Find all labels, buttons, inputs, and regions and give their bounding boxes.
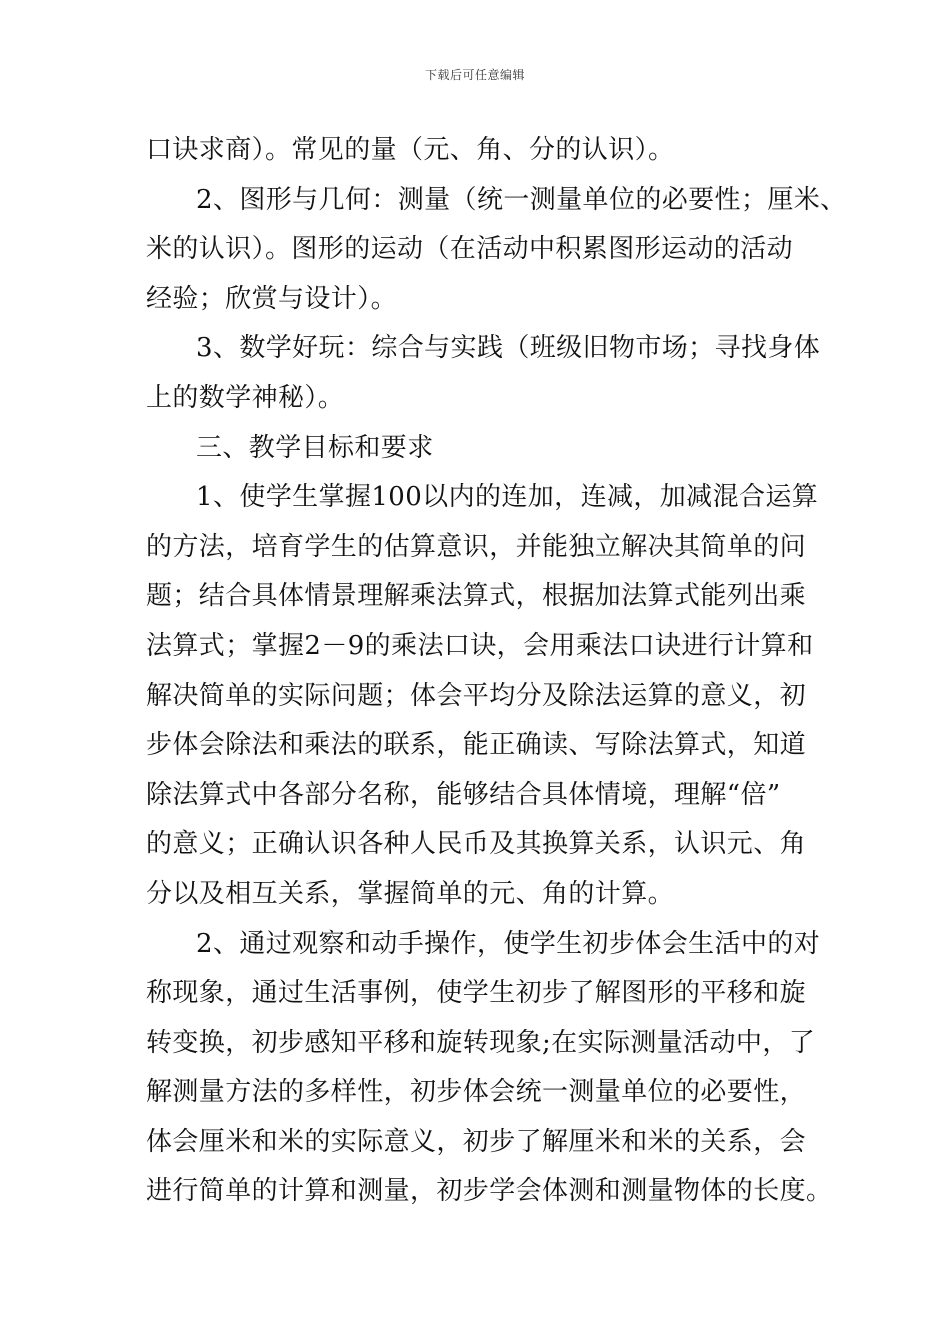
- text-line: 解决简单的实际问题；体会平均分及除法运算的意义，初: [146, 680, 807, 711]
- text-line: 转变换，初步感知平移和旋转现象;在实际测量活动中，了: [146, 1027, 816, 1058]
- text-line: 米的认识）。图形的运动（在活动中积累图形运动的活动: [146, 234, 794, 265]
- text-line: 上的数学神秘）。: [146, 382, 345, 413]
- text-line: 2、图形与几何：测量（统一测量单位的必要性；厘米、: [196, 184, 847, 215]
- text-line: 法算式；掌握2－9的乘法口诀，会用乘法口诀进行计算和: [146, 630, 814, 661]
- text-line: 题；结合具体情景理解乘法算式，根据加法算式能列出乘: [146, 581, 807, 612]
- text-line: 的意义；正确认识各种人民币及其换算关系，认识元、角: [146, 829, 807, 860]
- document-body: [146, 126, 847, 1217]
- header-note: 下载后可任意编辑: [424, 68, 525, 82]
- text-line: 1、使学生掌握100以内的连加，连减，加减混合运算: [196, 482, 819, 513]
- text-line: 解测量方法的多样性，初步体会统一测量单位的必要性，: [146, 1077, 807, 1108]
- text-line: 体会厘米和米的实际意义，初步了解厘米和米的关系，会: [146, 1126, 807, 1157]
- text-line: 步体会除法和乘法的联系，能正确读、写除法算式，知道: [146, 730, 807, 761]
- text-line: 除法算式中各部分名称，能够结合具体情境，理解“倍”: [146, 779, 781, 810]
- text-line: 经验；欣赏与设计）。: [146, 283, 398, 314]
- text-line: 2、通过观察和动手操作，使学生初步体会生活中的对: [196, 928, 821, 959]
- text-line: 分以及相互关系，掌握简单的元、角的计算。: [146, 878, 675, 909]
- text-line: 3、数学好玩：综合与实践（班级旧物市场；寻找身体: [196, 333, 821, 364]
- text-line: 口诀求商）。常见的量（元、角、分的认识）。: [146, 135, 675, 165]
- text-line: 称现象，通过生活事例，使学生初步了解图形的平移和旋: [146, 978, 807, 1009]
- section-heading: 三、教学目标和要求: [196, 432, 434, 463]
- text-line: 进行简单的计算和测量，初步学会体测和测量物体的长度。: [146, 1176, 833, 1207]
- text-line: 的方法，培育学生的估算意识，并能独立解决其简单的问: [146, 531, 807, 562]
